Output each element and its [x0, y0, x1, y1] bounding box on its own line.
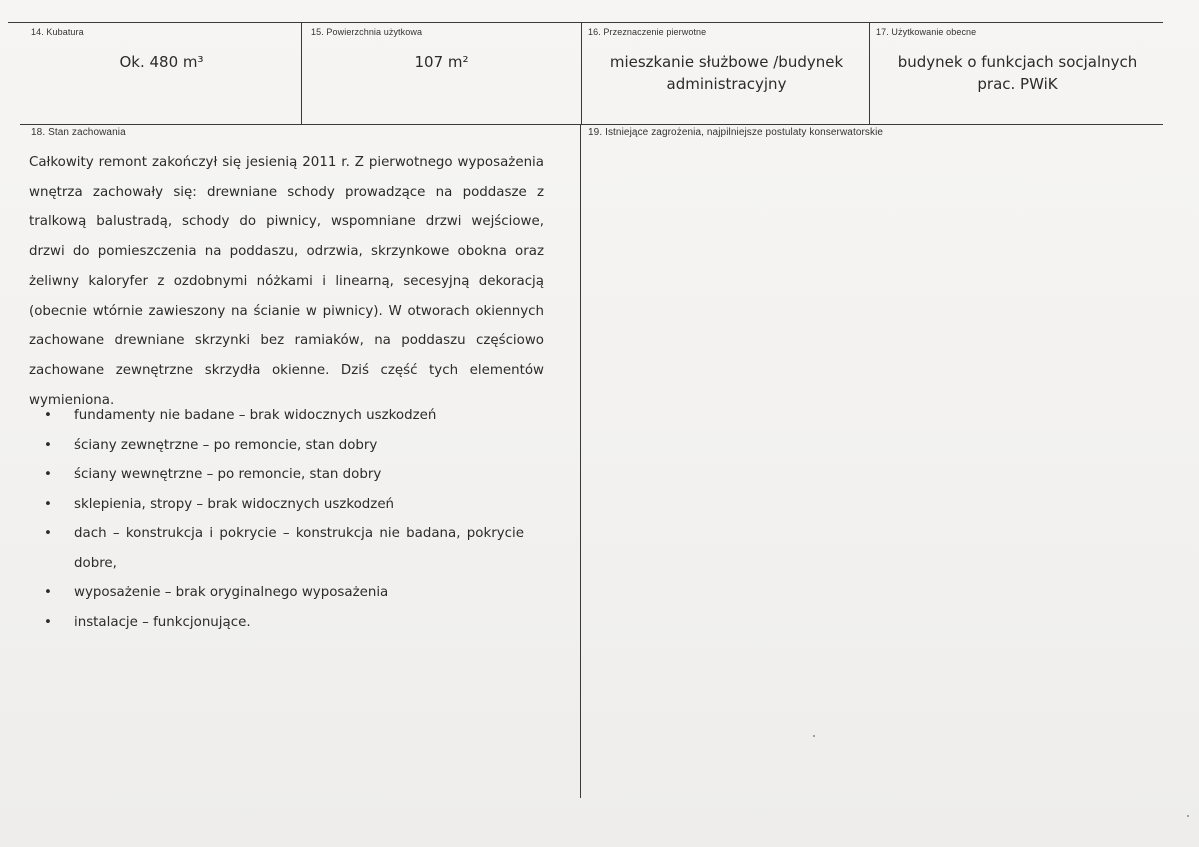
header-bottom-rule [20, 124, 1163, 125]
list-item: • sklepienia, stropy – brak widocznych uszkodzeń [29, 490, 549, 520]
list-item: • wyposażenie – brak oryginalnego wyposażenia [29, 578, 549, 608]
divider-15-16 [581, 22, 582, 124]
list-item: • ściany zewnętrzne – po remoncie, stan dobry [29, 431, 549, 461]
divider-18-19 [580, 124, 581, 798]
field-17-label: 17. Użytkowanie obecne [876, 27, 977, 37]
field-15-label: 15. Powierzchnia użytkowa [311, 27, 423, 37]
list-item: • ściany wewnętrzne – po remoncie, stan dobry [29, 460, 549, 490]
field-16-label: 16. Przeznaczenie pierwotne [588, 27, 707, 37]
scan-speck [1187, 815, 1189, 817]
list-item: • dach – konstrukcja i pokrycie – konstrukcja nie badana, pokrycie dobre, [29, 519, 549, 578]
field-14-value: Ok. 480 m³ [119, 53, 204, 71]
divider-14-15 [301, 22, 302, 124]
field-16-value: mieszkanie służbowe /budynek administracyjny [609, 53, 844, 93]
field-18-label: 18. Stan zachowania [31, 127, 126, 138]
divider-16-17 [869, 22, 870, 124]
scan-speck [813, 735, 815, 737]
field-15-value: 107 m² [414, 53, 469, 71]
list-item: • instalacje – funkcjonujące. [29, 608, 549, 638]
condition-description: Całkowity remont zakończył się jesienią 2011 r. Z pierwotnego wyposażenia wnętrza zachowały się: drewniane schody prowadzące na poddasze z tralkową balustradą, schody do piwnicy, wspomniane drzwi wejściowe, drzwi do pomieszczenia na poddaszu, odrzwia, skrzynkowe obokna oraz żeliwny kaloryfer z ozdobnymi nóżkami i linearną, secesyjną dekoracją (obecnie wtórnie zawieszony na ścianie w piwnicy). W otworach okiennych zachowane drewniane skrzynki bez ramiaków, na poddaszu częściowo zachowane zewnętrzne skrzydła okienne. Dziś część tych elementów wymieniona. [29, 155, 544, 408]
top-rule [8, 22, 1163, 23]
field-17-value: budynek o funkcjach socjalnych prac. PWiK [897, 53, 1138, 93]
list-item: • fundamenty nie badane – brak widocznych uszkodzeń [29, 401, 549, 431]
field-14-label: 14. Kubatura [31, 27, 84, 37]
condition-list [29, 401, 549, 637]
field-19-label: 19. Istniejące zagrożenia, najpilniejsze postulaty konserwatorskie [588, 127, 884, 138]
